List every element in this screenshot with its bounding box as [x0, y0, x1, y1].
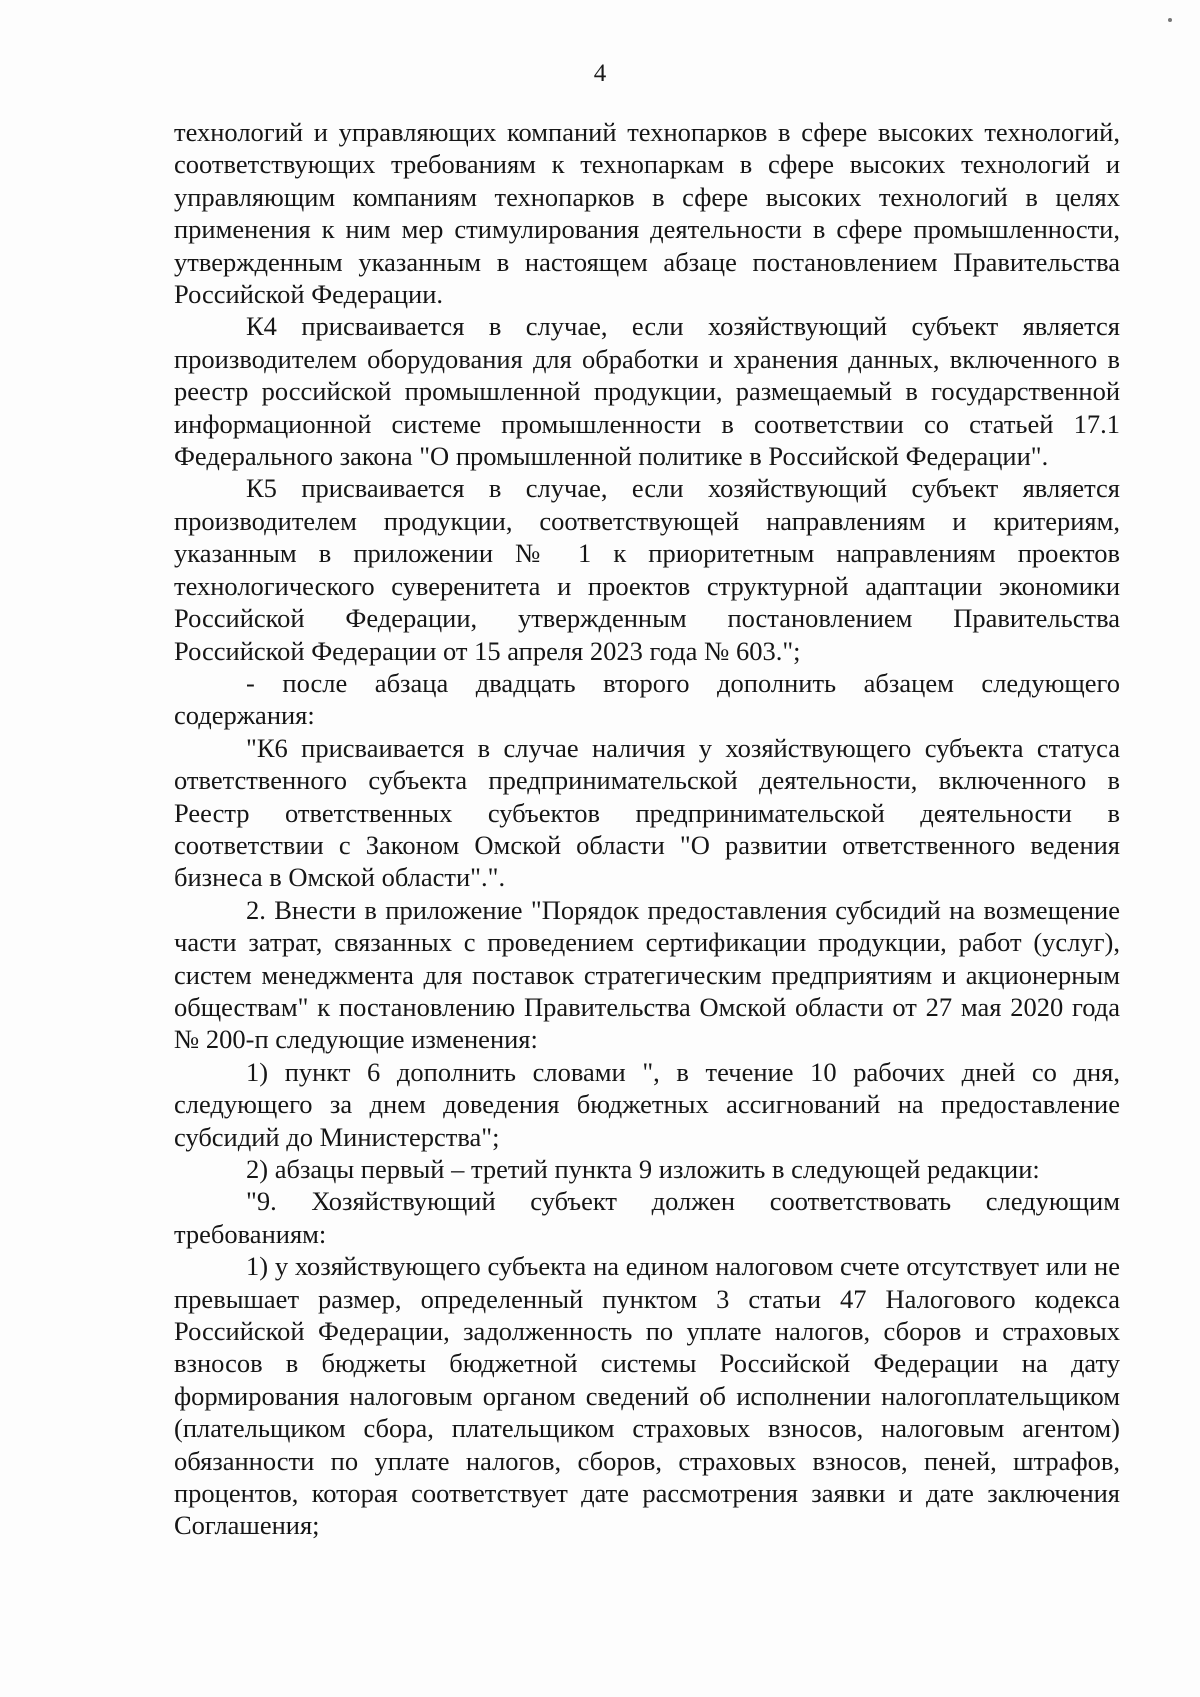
paragraph-subitem-2: 2) абзацы первый – третий пункта 9 изложить в следующей редакции: — [246, 1154, 1040, 1184]
paragraph-insert-instruction: - после абзаца двадцать второго дополнить абзацем следующего содержания: — [174, 667, 1120, 731]
paragraph-item-2: 2. Внести в приложение "Порядок предоставления субсидий на возмещение части затрат, связанных с проведением сертификации продукции, работ (услуг), систем менеджмента для поставок стратегическим предприятиям и акционерным обществам" к постановлению Правительства Омской области от 27 мая 2020 года № 200-п следующие изменения: — [174, 894, 1120, 1055]
document-body — [174, 116, 1120, 1542]
paragraph-requirement-1: 1) у хозяйствующего субъекта на едином налоговом счете отсутствует или не превышает размер, определенный пунктом 3 статьи 47 Налогового кодекса Российской Федерации, задолженность по уплате налогов, сборов и страховых взносов в бюджеты бюджетной системы Российской Федерации на дату формирования налоговым органом сведений об исполнении налогоплательщиком (плательщиком сбора, плательщиком страховых взносов, налоговым агентом) обязанности по уплате налогов, сборов, страховых взносов, пеней, штрафов, процентов, которая соответствует дате рассмотрения заявки и дате заключения Соглашения; — [174, 1251, 1120, 1541]
page-number: 4 — [593, 60, 607, 87]
paragraph-subitem-1: 1) пункт 6 дополнить словами ", в течение 10 рабочих дней со дня, следующего за днем доведения бюджетных ассигнований на предоставление субсидий до Министерства"; — [174, 1056, 1120, 1152]
paragraph-continuation: технологий и управляющих компаний технопарков в сфере высоких технологий, соответствующих требованиям к технопаркам в сфере высоких технологий и управляющим компаниям технопарков в сфере высоких технологий в целях применения к ним мер стимулирования деятельности в сфере промышленности, утвержденным указанным в настоящем абзаце постановлением Правительства Российской Федерации. — [174, 117, 1120, 310]
paragraph-k6: "К6 присваивается в случае наличия у хозяйствующего субъекта статуса ответственного субъекта предпринимательской деятельности, включенного в Реестр ответственных субъектов предпринимательской деятельности в соответствии с Законом Омской области "О развитии ответственного ведения бизнеса в Омской области".". — [174, 732, 1120, 893]
paragraph-k4: К4 присваивается в случае, если хозяйствующий субъект является производителем оборудования для обработки и хранения данных, включенного в реестр российской промышленной продукции, размещаемый в государственной информационной системе промышленности в соответствии со статьей 17.1 Федерального закона "О промышленной политике в Российской Федерации". — [174, 311, 1120, 472]
scan-speck — [1168, 18, 1172, 22]
paragraph-k5: К5 присваивается в случае, если хозяйствующий субъект является производителем продукции, соответствующей направлениям и критериям, указанным в приложении № 1 к приоритетным направлениям проектов технологического суверенитета и проектов структурной адаптации экономики Российской Федерации, утвержденным постановлением Правительства Российской Федерации от 15 апреля 2023 года № 603."; — [174, 473, 1120, 666]
paragraph-point-9: "9. Хозяйствующий субъект должен соответствовать следующим требованиям: — [174, 1186, 1120, 1249]
